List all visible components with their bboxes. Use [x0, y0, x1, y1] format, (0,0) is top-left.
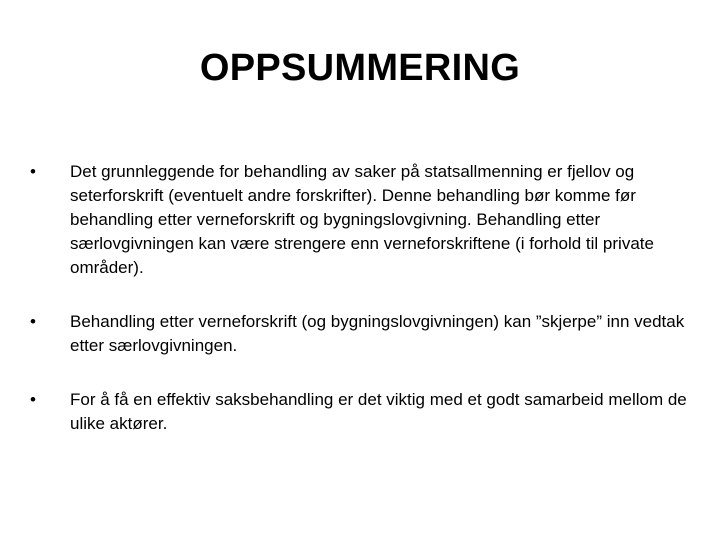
bullet-marker: • — [30, 312, 36, 331]
bullet-item — [30, 310, 690, 358]
bullet-item — [30, 160, 690, 280]
bullet-marker: • — [30, 390, 36, 409]
bullet-text: For å få en effektiv saksbehandling er det viktig med et godt samarbeid mellom de ulike aktører. — [70, 390, 687, 433]
bullet-item — [30, 388, 690, 436]
bullet-list — [30, 160, 690, 436]
bullet-text: Det grunnleggende for behandling av saker på statsallmenning er fjellov og seterforskrift (eventuelt andre forskrifter). Denne behandling bør komme før behandling etter verneforskrift og bygningslovgivning. Behandling etter særlovgivningen kan være strengere enn verneforskriftene (i forhold til private områder). — [70, 162, 654, 277]
bullet-text: Behandling etter verneforskrift (og bygningslovgivningen) kan ”skjerpe” inn vedtak etter særlovgivningen. — [70, 312, 685, 355]
slide-title: OPPSUMMERING — [199, 47, 521, 89]
bullet-marker: • — [30, 162, 36, 181]
